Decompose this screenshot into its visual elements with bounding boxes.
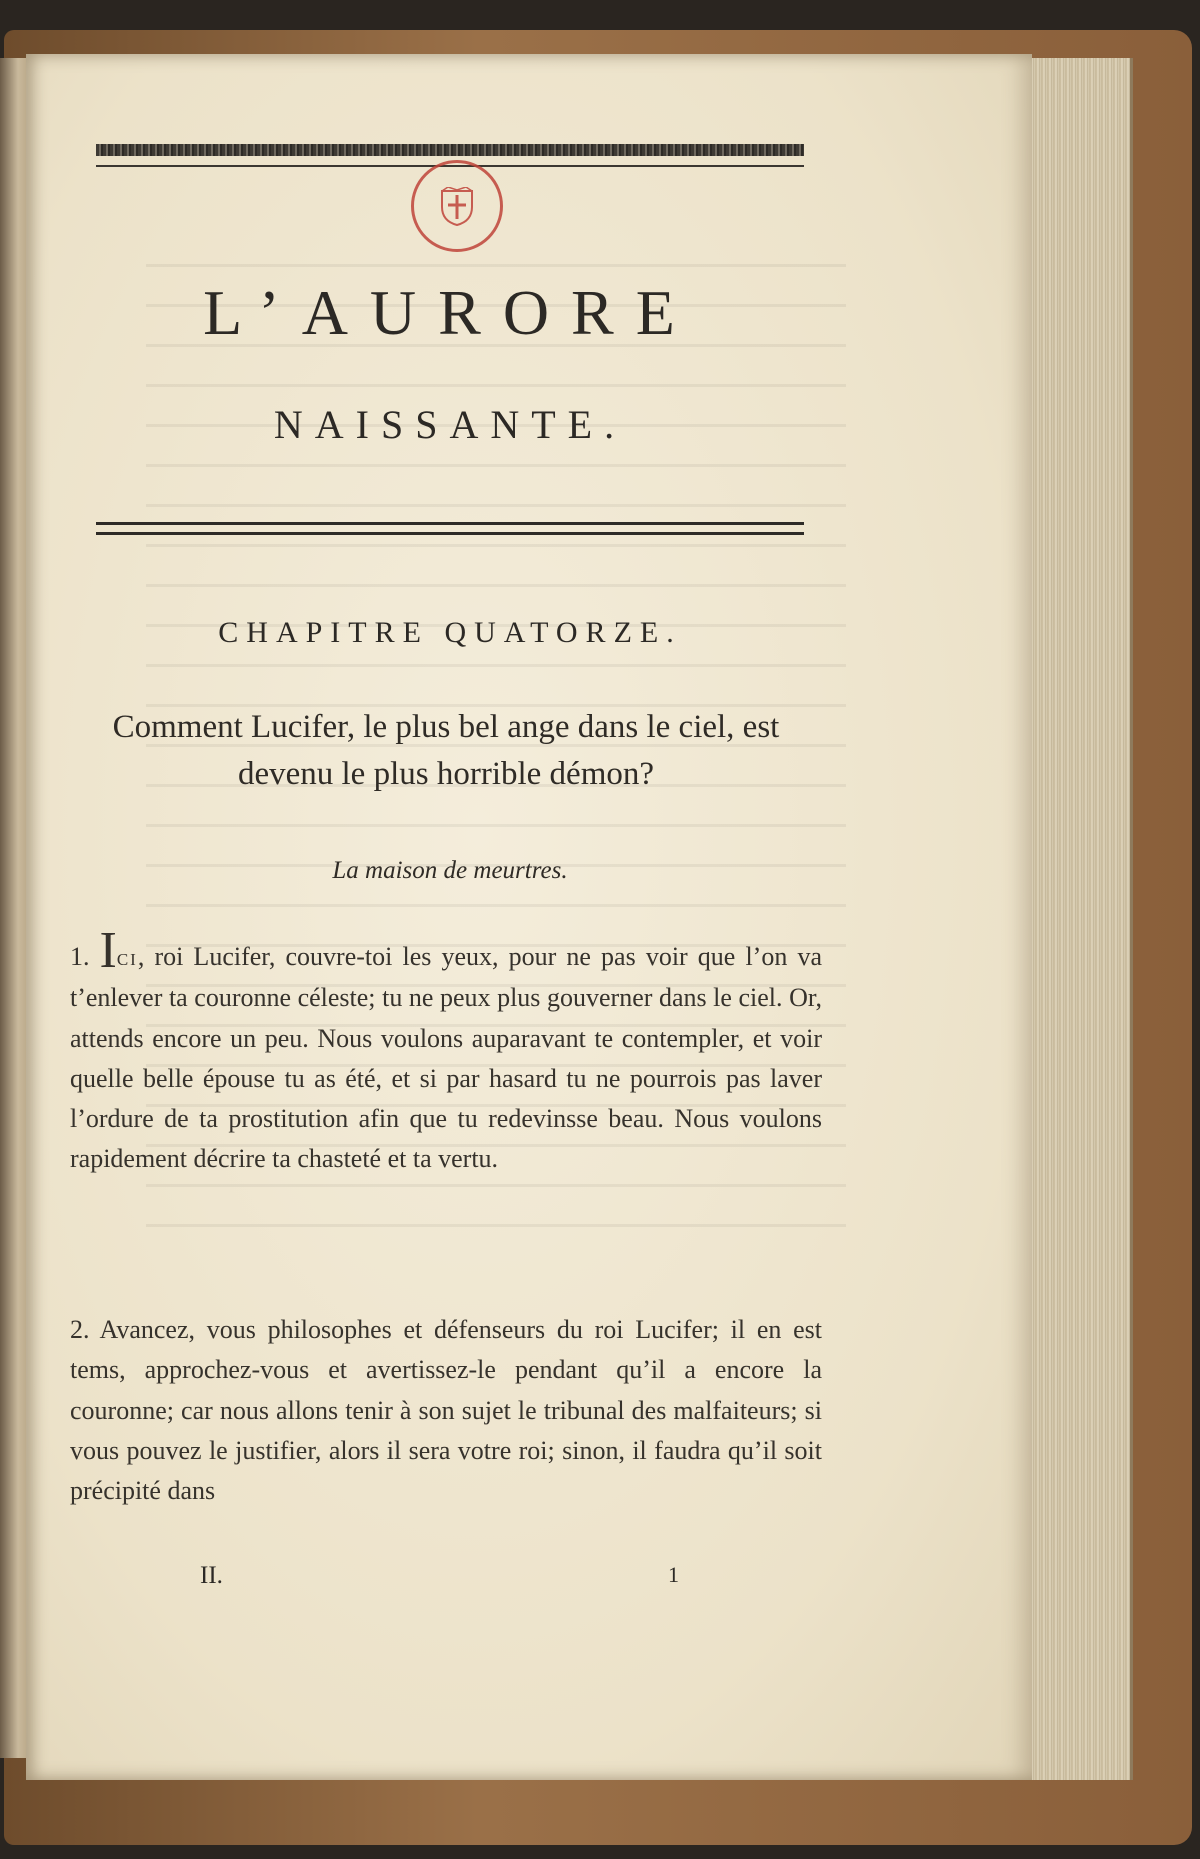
initial-small-caps: ci <box>116 945 138 971</box>
chapter-summary: Comment Lucifer, le plus bel ange dans le ciel, est devenu le plus horrible démon? <box>112 709 780 792</box>
section-subheading: La maison de meurtres. <box>332 857 568 884</box>
initial-letter: I <box>99 922 117 979</box>
verse-number: 2. <box>70 1315 90 1344</box>
verse-text: Avancez, vous philosophes et défenseurs du roi Lucifer; il en est tems, approchez-vous et avertissez-le pendant qu’il a encore la couronne; car nous allons tenir à son sujet le tribunal des malfaiteurs; si vous pouvez le justifier, alors il sera votre roi; sinon, il faudra qu’il soit précipité dans <box>70 1315 822 1506</box>
double-rule-bottom <box>96 532 804 535</box>
verse-paragraph <box>70 922 822 1180</box>
verse-number: 1. <box>70 942 90 971</box>
catchword: 1 <box>668 1562 679 1587</box>
double-rule-top <box>96 522 804 525</box>
chapter-heading: CHAPITRE QUATORZE. <box>218 616 682 649</box>
library-stamp <box>411 160 503 252</box>
book-title-line-1: L’AURORE <box>203 277 697 348</box>
page-block-fore-edge <box>1022 58 1133 1780</box>
ornamental-rule <box>96 144 804 156</box>
book-page <box>26 54 1032 1780</box>
verse-paragraph <box>70 1310 822 1511</box>
book-title-line-2: NAISSANTE. <box>273 402 627 447</box>
verse-text: , roi Lucifer, couvre-toi les yeux, pour ne pas voir que l’on va t’enlever ta couronne céleste; tu ne peux plus gouverner dans le ciel. Or, attends encore un peu. Nous voulons auparavant te contempler, et voir quelle belle épouse tu as été, et si par hasard tu ne pourrois pas laver l’ordure de ta prostitution afin que tu redevinsse beau. Nous voulons rapidement décrire ta chasteté et ta vertu. <box>70 942 822 1174</box>
signature-mark: II. <box>200 1562 223 1589</box>
coat-of-arms-icon <box>440 187 474 227</box>
